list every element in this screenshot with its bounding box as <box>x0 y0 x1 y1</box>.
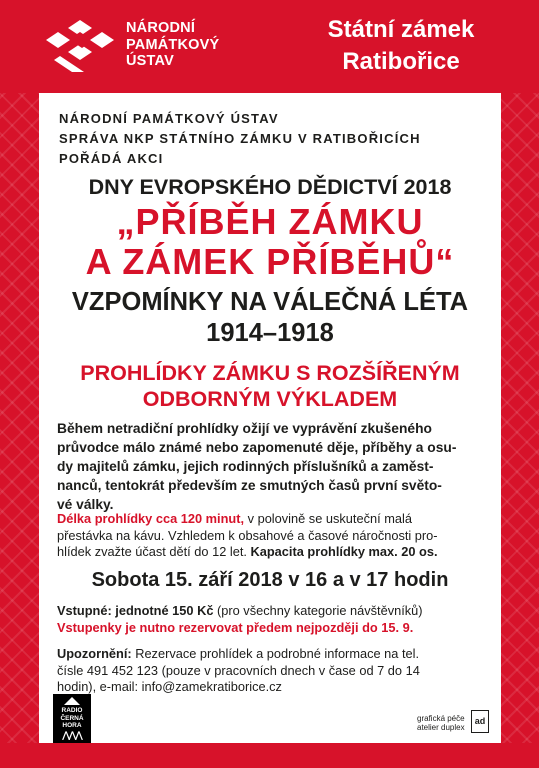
atelier-duplex-logo-icon: ad <box>471 710 489 733</box>
event-name: DNY EVROPSKÉHO DĚDICTVÍ 2018 <box>88 175 452 199</box>
notice: Upozornění: Rezervace prohlídek a podrobné informace na tel. čísle 491 452 123 (pouze v pracovních dnech v čase od 7 do 14 hodin), e-mail: info@zamekratiborice.cz <box>57 646 420 694</box>
title-line-2: A ZÁMEK PŘÍBĚHŮ“ <box>85 241 455 282</box>
admission-label: Vstupné: jednotné 150 Kč <box>57 603 214 618</box>
organizer-line-2: SPRÁVA NKP STÁTNÍHO ZÁMKU V RATIBOŘICÍCH <box>59 131 421 146</box>
duration-info: Délka prohlídky cca 120 minut, v polovině se uskuteční malá přestávka na kávu. Vzhledem k obsahové a časové náročnosti pro- hlídek zvažte účast dětí do 12 let. Kapacita prohlídky max. 20 os. <box>57 511 438 559</box>
institution-name: NÁRODNÍ PAMÁTKOVÝ ÚSTAV <box>126 20 220 69</box>
duration-highlight: Délka prohlídky cca 120 minut, <box>57 511 245 526</box>
reservation-notice: Vstupenky je nutno rezervovat předem nejpozději do 15. 9. <box>57 619 414 635</box>
poster-panel <box>39 93 501 743</box>
roof-icon <box>64 697 80 705</box>
radio-cerna-hora-logo: RADIO ČERNÁ HORA ⋀⋀⋀ <box>53 694 91 743</box>
subtitle-line-2: 1914–1918 <box>206 319 334 347</box>
footer-band <box>0 743 539 768</box>
admission-info: Vstupné: jednotné 150 Kč (pro všechny kategorie návštěvníků) Vstupenky je nutno rezervovat předem nejpozději do 15. 9. <box>57 603 423 635</box>
subtitle-line-1: VZPOMÍNKY NA VÁLEČNÁ LÉTA <box>71 288 469 316</box>
title-line-1: „PŘÍBĚH ZÁMKU <box>116 201 424 242</box>
wave-icon: ⋀⋀⋀ <box>62 729 82 740</box>
tour-line-2: ODBORNÝM VÝKLADEM <box>142 387 398 411</box>
tour-line-1: PROHLÍDKY ZÁMKU S ROZŠÍŘENÝM <box>80 361 460 385</box>
organizer-line-3: POŘÁDÁ AKCI <box>59 151 164 166</box>
event-date: Sobota 15. září 2018 v 16 a v 17 hodin <box>91 569 449 591</box>
design-credit: grafická péče atelier duplex <box>417 714 465 732</box>
organizer-line-1: NÁRODNÍ PAMÁTKOVÝ ÚSTAV <box>59 111 279 126</box>
npu-logo-icon <box>44 20 114 72</box>
description: Během netradiční prohlídky ožijí ve vyprávění zkušeného průvodce málo známé nebo zapomenuté děje, příběhy a osu- dy majitelů zámku, jejich rodinných příslušníků a zaměst- nanců, tentokrát především ze smutných časů první světo- vé války. <box>57 421 457 512</box>
header <box>0 0 539 93</box>
castle-title: Státní zámek Ratibořice <box>327 16 475 75</box>
